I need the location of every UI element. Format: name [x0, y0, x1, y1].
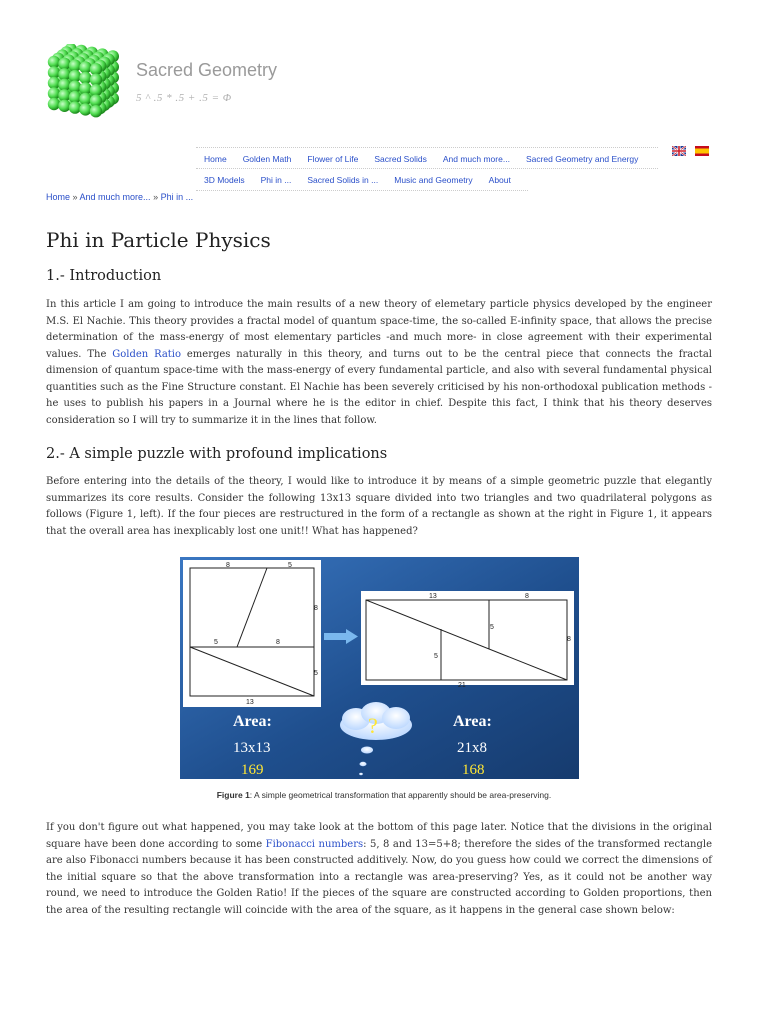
right-area-label: Area: [453, 713, 492, 730]
right-label-inner-5-a: 5 [490, 624, 494, 631]
left-area-label: Area: [233, 713, 272, 730]
left-label-top-8: 8 [226, 562, 230, 569]
left-label-mid-8: 8 [276, 639, 280, 646]
site-slogan: 5 ^ .5 * .5 + .5 = Φ [136, 92, 232, 104]
right-area-dims: 21x8 [457, 740, 487, 756]
nav-sacred-solids-in[interactable]: Sacred Solids in ... [307, 175, 379, 185]
section-heading-puzzle: 2.- A simple puzzle with profound implications [46, 446, 388, 462]
intro-text-part: In this article I am going to introduce the main results of a new theory of elemetary particle physics developed by the engineer M.S. El Nachie. This theory provides a fractal model of quantum space-time, the so-called E-infinity space, that allows the precise determination of the mass-energy of most elementary particles -and much more- in close agreement with their experimental values. The [46, 299, 712, 360]
left-area-dims: 13x13 [233, 740, 271, 756]
breadcrumb-home[interactable]: Home [46, 192, 71, 202]
caption-label: Figure 1 [216, 790, 250, 800]
main-nav-row-2 [196, 169, 528, 191]
breadcrumb [46, 192, 193, 202]
intro-text-part: emerges naturally in this theory, and turns out to be the central piece that connects the fractal dimension of quantum space-time with the mass-energy of every fundamental particle, and also with several fundamental physical quantities such as the Fine Structure constant. El Nachie has been severely criticised by his non-orthodoxal publication methods - he uses to publish his papers in a Journal where he is the editor in chief. Despite this fact, I think that his theory deserves consideration so I will try to summarize it in the lines that follow. [46, 348, 712, 426]
nav-phi-in[interactable]: Phi in ... [260, 175, 292, 185]
golden-ratio-link[interactable]: Golden Ratio [112, 348, 182, 360]
nav-about[interactable]: About [488, 175, 511, 185]
uk-flag-icon[interactable] [672, 146, 686, 156]
logo-sphere [90, 105, 102, 117]
breadcrumb-separator: » [150, 192, 161, 202]
left-label-bottom-13: 13 [246, 699, 254, 706]
right-label-right-8: 8 [567, 636, 571, 643]
nav-flower-of-life[interactable]: Flower of Life [307, 154, 359, 164]
nav-and-much-more[interactable]: And much more... [442, 154, 510, 164]
fibonacci-numbers-link[interactable]: Fibonacci numbers [265, 838, 364, 850]
caption-text: : A simple geometrical transformation that apparently should be area-preserving. [249, 790, 552, 800]
page-title: Phi in Particle Physics [46, 228, 271, 252]
figure-1-puzzle-image [180, 557, 579, 779]
nav-home[interactable]: Home [204, 154, 227, 164]
right-label-top-13: 13 [429, 593, 437, 600]
left-label-right-5: 5 [314, 670, 318, 677]
site-title[interactable]: Sacred Geometry [136, 60, 278, 80]
breadcrumb-separator: » [70, 192, 80, 202]
question-mark: ? [368, 713, 378, 738]
nav-music-geometry[interactable]: Music and Geometry [394, 175, 473, 185]
nav-sacred-solids[interactable]: Sacred Solids [374, 154, 427, 164]
nav-sacred-geometry-energy[interactable]: Sacred Geometry and Energy [525, 154, 639, 164]
breadcrumb-and-much-more[interactable]: And much more... [79, 192, 151, 202]
breadcrumb-current[interactable]: Phi in ... [160, 192, 194, 202]
section-heading-introduction: 1.- Introduction [46, 268, 162, 284]
logo-sphere [79, 103, 91, 115]
explanation-paragraph [46, 820, 712, 919]
explanation-text-part: : 5, 8 and 13=5+8; therefore the sides of the transformed rectangle are also Fibonacci numbers because it has been constructed additively. Now, do you guess how could we correct the dimensions of the initial square so that the above transformation into a rectangle was area-preserving? Yes, as it could not be another way round, we need to introduce the Golden Ratio! If the pieces of the square are constructed according to Golden proportions, then the area of the resulting rectangle will coincide with the area of the square, as it happens in the general case shown below: [46, 838, 712, 916]
left-label-right-8: 8 [314, 605, 318, 612]
left-area-value: 169 [241, 762, 264, 778]
right-label-bottom-21: 21 [458, 682, 466, 689]
nav-3d-models[interactable]: 3D Models [204, 175, 245, 185]
spain-flag-icon[interactable] [695, 146, 709, 156]
logo-sphere [48, 98, 60, 110]
logo-sphere [58, 100, 70, 112]
left-label-top-5: 5 [288, 562, 292, 569]
intro-paragraph [46, 297, 712, 429]
explanation-text-part: If you don't figure out what happened, you may take look at the bottom of this page later. Notice that the divisions in the original square have been done according to some [46, 822, 712, 850]
figure-1-caption [0, 790, 768, 800]
puzzle-paragraph: Before entering into the details of the theory, I would like to introduce it by means of a simple geometric puzzle that elegantly summarizes its core results. Consider the following 13x13 square divided into two triangles and two quadrilateral polygons as follows (Figure 1, left). If the four pieces are restructured in the form of a rectangle as shown at the right in Figure 1, it appears that the overall area has inexplicably lost one unit!! What has happened? [46, 476, 712, 537]
cube-logo-icon[interactable] [40, 44, 120, 124]
right-label-inner-5-b: 5 [434, 653, 438, 660]
nav-golden-math[interactable]: Golden Math [242, 154, 292, 164]
left-label-mid-5: 5 [214, 639, 218, 646]
main-nav-row-1 [196, 147, 658, 169]
language-switcher [672, 146, 709, 156]
right-area-value: 168 [462, 762, 485, 778]
logo-sphere [69, 101, 81, 113]
right-label-top-8: 8 [525, 593, 529, 600]
